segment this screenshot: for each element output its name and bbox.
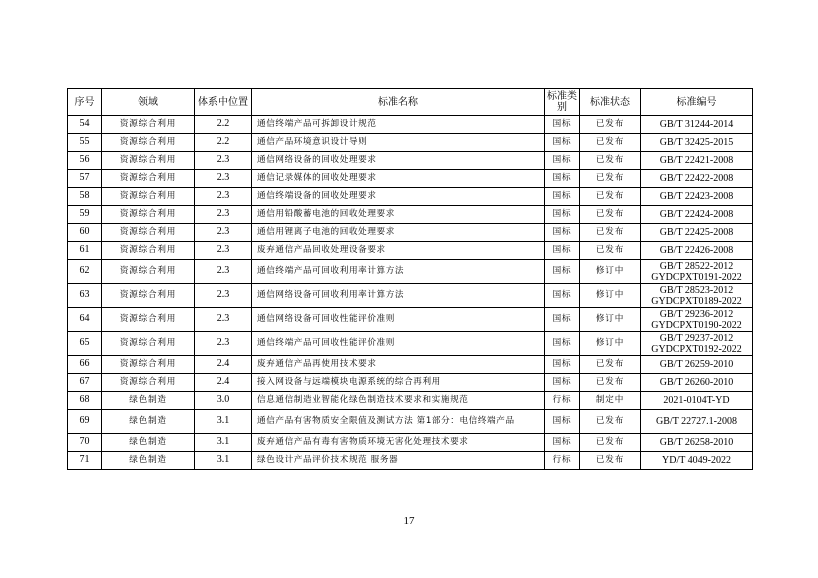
cell-position: 2.3 xyxy=(195,284,252,308)
cell-standard-code: GB/T 31244-2014 xyxy=(641,116,753,134)
cell-position: 2.3 xyxy=(195,260,252,284)
cell-domain: 资源综合利用 xyxy=(102,332,195,356)
cell-index: 57 xyxy=(68,170,102,188)
cell-position: 2.4 xyxy=(195,374,252,392)
cell-category: 国标 xyxy=(545,356,580,374)
table-row xyxy=(68,332,753,356)
cell-domain: 资源综合利用 xyxy=(102,242,195,260)
table-row xyxy=(68,356,753,374)
cell-standard-name: 通信用锂离子电池的回收处理要求 xyxy=(252,224,545,242)
cell-index: 69 xyxy=(68,410,102,434)
cell-position: 2.3 xyxy=(195,152,252,170)
cell-standard-name: 通信终端产品可回收性能评价准则 xyxy=(252,332,545,356)
cell-status: 修订中 xyxy=(580,308,641,332)
table-row xyxy=(68,308,753,332)
table-row xyxy=(68,188,753,206)
cell-standard-code: GB/T 22425-2008 xyxy=(641,224,753,242)
cell-position: 3.1 xyxy=(195,410,252,434)
cell-category: 国标 xyxy=(545,374,580,392)
cell-domain: 资源综合利用 xyxy=(102,308,195,332)
cell-position: 2.3 xyxy=(195,170,252,188)
cell-standard-name: 废弃通信产品有毒有害物质环境无害化处理技术要求 xyxy=(252,434,545,452)
cell-standard-code: GB/T 22423-2008 xyxy=(641,188,753,206)
standard-code-line: GB/T 28523-2012 xyxy=(659,284,734,296)
cell-standard-code xyxy=(641,260,753,284)
cell-category: 国标 xyxy=(545,410,580,434)
standard-code-line: GB/T 29237-2012 xyxy=(659,332,734,344)
cell-status: 已发布 xyxy=(580,242,641,260)
cell-index: 62 xyxy=(68,260,102,284)
cell-standard-name: 通信产品有害物质安全限值及测试方法 第1部分：电信终端产品 xyxy=(252,410,545,434)
cell-index: 68 xyxy=(68,392,102,410)
cell-standard-name: 通信网络设备可回收性能评价准则 xyxy=(252,308,545,332)
cell-category: 国标 xyxy=(545,170,580,188)
cell-category: 国标 xyxy=(545,188,580,206)
cell-position: 3.1 xyxy=(195,434,252,452)
cell-standard-code: GB/T 22426-2008 xyxy=(641,242,753,260)
cell-domain: 资源综合利用 xyxy=(102,374,195,392)
cell-index: 63 xyxy=(68,284,102,308)
cell-position: 3.0 xyxy=(195,392,252,410)
cell-index: 70 xyxy=(68,434,102,452)
cell-index: 54 xyxy=(68,116,102,134)
cell-standard-code xyxy=(641,308,753,332)
table-row xyxy=(68,242,753,260)
cell-domain: 资源综合利用 xyxy=(102,188,195,206)
cell-category: 国标 xyxy=(545,242,580,260)
cell-category: 国标 xyxy=(545,116,580,134)
cell-domain: 资源综合利用 xyxy=(102,260,195,284)
cell-position: 2.4 xyxy=(195,356,252,374)
cell-standard-name: 通信记录媒体的回收处理要求 xyxy=(252,170,545,188)
cell-domain: 资源综合利用 xyxy=(102,152,195,170)
cell-index: 58 xyxy=(68,188,102,206)
cell-domain: 绿色制造 xyxy=(102,452,195,470)
header-category: 标准类别 xyxy=(545,89,580,116)
cell-standard-code: GB/T 32425-2015 xyxy=(641,134,753,152)
table-row xyxy=(68,170,753,188)
cell-status: 已发布 xyxy=(580,224,641,242)
table-row xyxy=(68,260,753,284)
cell-standard-code: GB/T 26258-2010 xyxy=(641,434,753,452)
cell-standard-code: GB/T 22727.1-2008 xyxy=(641,410,753,434)
header-status: 标准状态 xyxy=(580,89,641,116)
cell-domain: 绿色制造 xyxy=(102,434,195,452)
cell-status: 制定中 xyxy=(580,392,641,410)
cell-status: 修订中 xyxy=(580,260,641,284)
cell-index: 64 xyxy=(68,308,102,332)
cell-domain: 资源综合利用 xyxy=(102,134,195,152)
table-row xyxy=(68,434,753,452)
cell-category: 国标 xyxy=(545,152,580,170)
cell-index: 61 xyxy=(68,242,102,260)
cell-domain: 资源综合利用 xyxy=(102,206,195,224)
cell-domain: 绿色制造 xyxy=(102,392,195,410)
cell-category: 国标 xyxy=(545,284,580,308)
cell-position: 2.3 xyxy=(195,308,252,332)
table-row xyxy=(68,134,753,152)
cell-status: 已发布 xyxy=(580,374,641,392)
cell-status: 已发布 xyxy=(580,206,641,224)
standard-code-line-secondary: GYDCPXT0190-2022 xyxy=(651,319,742,331)
cell-index: 71 xyxy=(68,452,102,470)
header-code: 标准编号 xyxy=(641,89,753,116)
cell-status: 已发布 xyxy=(580,452,641,470)
table-header-row xyxy=(68,89,753,116)
cell-standard-code: GB/T 26259-2010 xyxy=(641,356,753,374)
cell-position: 3.1 xyxy=(195,452,252,470)
table-row xyxy=(68,392,753,410)
header-index: 序号 xyxy=(68,89,102,116)
cell-standard-name: 通信用铅酸蓄电池的回收处理要求 xyxy=(252,206,545,224)
cell-standard-name: 废弃通信产品回收处理设备要求 xyxy=(252,242,545,260)
cell-status: 已发布 xyxy=(580,152,641,170)
cell-standard-name: 绿色设计产品评价技术规范 服务器 xyxy=(252,452,545,470)
cell-domain: 资源综合利用 xyxy=(102,224,195,242)
cell-standard-name: 废弃通信产品再使用技术要求 xyxy=(252,356,545,374)
standard-code-line-secondary: GYDCPXT0192-2022 xyxy=(651,343,742,355)
cell-index: 56 xyxy=(68,152,102,170)
cell-category: 国标 xyxy=(545,308,580,332)
cell-status: 已发布 xyxy=(580,188,641,206)
cell-domain: 资源综合利用 xyxy=(102,284,195,308)
table-body xyxy=(68,116,753,470)
table-row xyxy=(68,152,753,170)
cell-index: 67 xyxy=(68,374,102,392)
table-row xyxy=(68,452,753,470)
cell-index: 65 xyxy=(68,332,102,356)
cell-position: 2.3 xyxy=(195,224,252,242)
cell-position: 2.3 xyxy=(195,188,252,206)
cell-category: 行标 xyxy=(545,452,580,470)
cell-category: 国标 xyxy=(545,260,580,284)
cell-status: 已发布 xyxy=(580,410,641,434)
cell-domain: 资源综合利用 xyxy=(102,116,195,134)
cell-index: 59 xyxy=(68,206,102,224)
header-name: 标准名称 xyxy=(252,89,545,116)
cell-standard-code: YD/T 4049-2022 xyxy=(641,452,753,470)
cell-position: 2.3 xyxy=(195,242,252,260)
cell-status: 已发布 xyxy=(580,116,641,134)
cell-domain: 资源综合利用 xyxy=(102,356,195,374)
cell-standard-code: 2021-0104T-YD xyxy=(641,392,753,410)
cell-status: 已发布 xyxy=(580,434,641,452)
cell-index: 66 xyxy=(68,356,102,374)
cell-standard-code xyxy=(641,284,753,308)
cell-standard-code: GB/T 22421-2008 xyxy=(641,152,753,170)
cell-category: 国标 xyxy=(545,206,580,224)
header-position: 体系中位置 xyxy=(195,89,252,116)
cell-standard-code: GB/T 22424-2008 xyxy=(641,206,753,224)
cell-standard-name: 通信终端产品可拆卸设计规范 xyxy=(252,116,545,134)
standard-code-line: GB/T 28522-2012 xyxy=(659,260,734,272)
cell-position: 2.2 xyxy=(195,134,252,152)
cell-standard-code: GB/T 22422-2008 xyxy=(641,170,753,188)
cell-standard-name: 接入网设备与远端模块电源系统的综合再利用 xyxy=(252,374,545,392)
cell-standard-code xyxy=(641,332,753,356)
cell-position: 2.3 xyxy=(195,206,252,224)
cell-domain: 资源综合利用 xyxy=(102,170,195,188)
header-domain: 领域 xyxy=(102,89,195,116)
cell-status: 已发布 xyxy=(580,134,641,152)
table-row xyxy=(68,284,753,308)
cell-standard-name: 通信终端产品可回收利用率计算方法 xyxy=(252,260,545,284)
cell-domain: 绿色制造 xyxy=(102,410,195,434)
standard-code-line-secondary: GYDCPXT0189-2022 xyxy=(651,295,742,307)
cell-position: 2.3 xyxy=(195,332,252,356)
cell-index: 60 xyxy=(68,224,102,242)
cell-standard-name: 通信终端设备的回收处理要求 xyxy=(252,188,545,206)
cell-standard-name: 通信产品环境意识设计导则 xyxy=(252,134,545,152)
cell-standard-name: 通信网络设备的回收处理要求 xyxy=(252,152,545,170)
table-row xyxy=(68,116,753,134)
cell-status: 修订中 xyxy=(580,332,641,356)
table-row xyxy=(68,224,753,242)
cell-position: 2.2 xyxy=(195,116,252,134)
standard-code-line-secondary: GYDCPXT0191-2022 xyxy=(651,271,742,283)
cell-status: 修订中 xyxy=(580,284,641,308)
cell-category: 国标 xyxy=(545,434,580,452)
table-row xyxy=(68,206,753,224)
standard-code-line: GB/T 29236-2012 xyxy=(659,308,734,320)
cell-index: 55 xyxy=(68,134,102,152)
standards-table xyxy=(67,88,753,470)
table-row xyxy=(68,374,753,392)
cell-standard-code: GB/T 26260-2010 xyxy=(641,374,753,392)
cell-standard-name: 通信网络设备可回收利用率计算方法 xyxy=(252,284,545,308)
page-number: 17 xyxy=(403,515,415,527)
table-row xyxy=(68,410,753,434)
cell-category: 行标 xyxy=(545,392,580,410)
cell-status: 已发布 xyxy=(580,170,641,188)
cell-standard-name: 信息通信制造业智能化绿色制造技术要求和实施规范 xyxy=(252,392,545,410)
cell-status: 已发布 xyxy=(580,356,641,374)
cell-category: 国标 xyxy=(545,134,580,152)
cell-category: 国标 xyxy=(545,224,580,242)
cell-category: 国标 xyxy=(545,332,580,356)
